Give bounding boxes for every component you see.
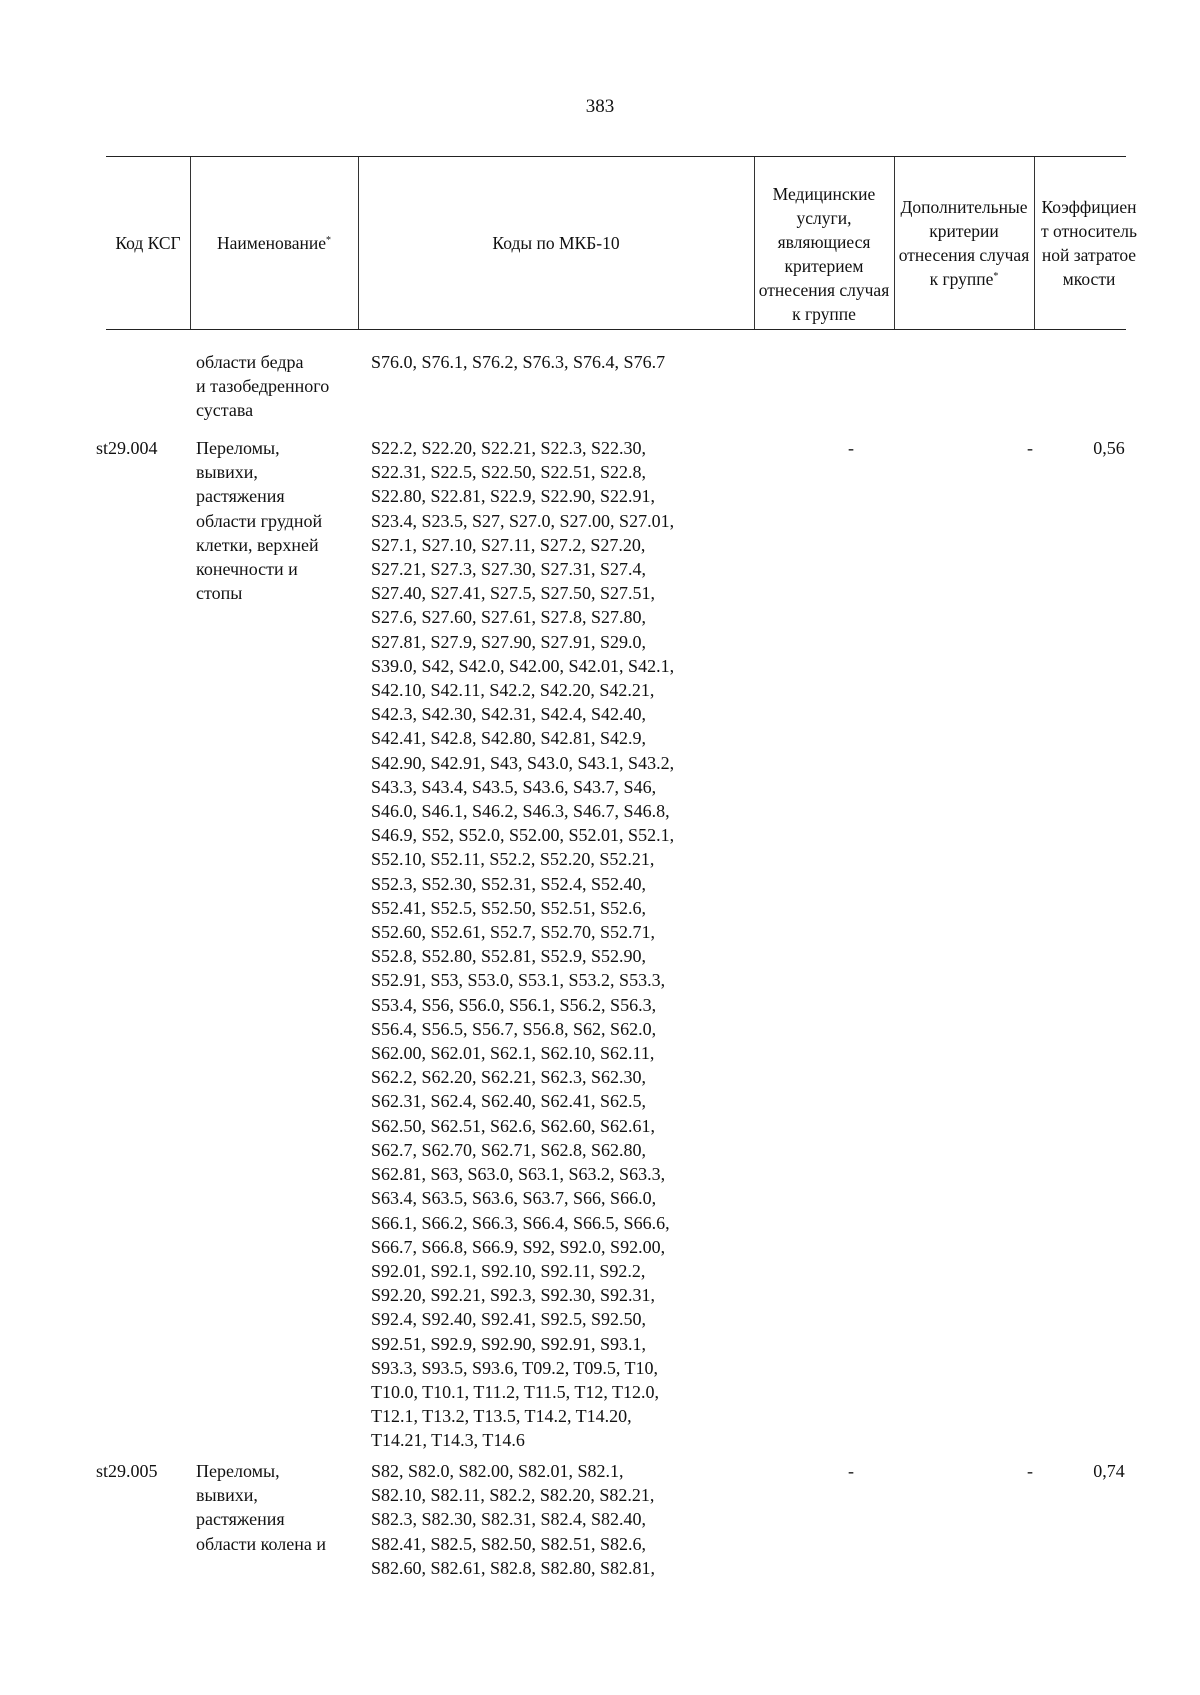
row-name: области бедра и тазобедренного сустава <box>196 352 330 421</box>
header-additional-footnote-mark: * <box>993 271 999 282</box>
header-name <box>190 157 358 329</box>
header-mkb-label: Коды по МКБ-10 <box>492 233 620 253</box>
table-row <box>96 1459 1126 1589</box>
row-additional-criteria: - <box>1027 438 1033 458</box>
row-mkb-codes: S76.0, S76.1, S76.2, S76.3, S76.4, S76.7 <box>371 352 666 372</box>
table-row <box>96 436 1126 1451</box>
header-coefficient-label: Коэффициент относительной затратоемкости <box>1040 197 1137 289</box>
table-header <box>106 156 1137 330</box>
header-med-services <box>754 157 894 329</box>
header-code <box>106 157 190 329</box>
row-coefficient: 0,56 <box>1093 438 1125 458</box>
row-code: st29.005 <box>96 1461 158 1481</box>
header-name-footnote-mark: * <box>326 235 332 246</box>
header-code-label: Код КСГ <box>115 233 181 253</box>
header-coefficient <box>1034 157 1144 329</box>
row-additional-criteria: - <box>1027 1461 1033 1481</box>
row-mkb-codes: S82, S82.0, S82.00, S82.01, S82.1, S82.10, S82.11, S82.2, S82.20, S82.21, S82.3, S82.30, S82.31, S82.4, S82.40, S82.41, S82.5, S82.50, S82.51, S82.6, S82.60, S82.61, S82.8, S82.80, S82.81, <box>371 1461 656 1578</box>
row-name: Переломы, вывихи, растяжения области колена и <box>196 1461 326 1554</box>
row-code: st29.004 <box>96 438 158 458</box>
row-med-services: - <box>848 438 854 458</box>
page-number: 383 <box>585 96 615 117</box>
row-coefficient: 0,74 <box>1093 1461 1125 1481</box>
header-med-services-label: Медицинские услуги, являющиеся критерием отнесения случая к группе <box>758 184 890 324</box>
header-name-label: Наименование <box>216 233 327 253</box>
row-med-services: - <box>848 1461 854 1481</box>
table-row <box>106 350 1126 430</box>
header-additional <box>894 157 1034 329</box>
row-mkb-codes: S22.2, S22.20, S22.21, S22.3, S22.30, S22.31, S22.5, S22.50, S22.51, S22.8, S22.80, S22.81, S22.9, S22.90, S22.91, S23.4, S23.5, S27, S27.0, S27.00, S27.01, S27.1, S27.10, S27.11, S27.2, S27.20, S27.21, S27.3, S27.30, S27.31, S27.4, S27.40, S27.41, S27.5, S27.50, S27.51, S27.6, S27.60, S27.61, S27.8, S27.80, S27.81, S27.9, S27.90, S27.91, S29.0, S39.0, S42, S42.0, S42.00, S42.01, S42.1, S42.10, S42.11, S42.2, S42.20, S42.21, S42.3, S42.30, S42.31, S42.4, S42.40, S42.41, S42.8, S42.80, S42.81, S42.9, S42.90, S42.91, S43, S43.0, S43.1, S43.2, S43.3, S43.4, S43.5, S43.6, S43.7, S46, S46.0, S46.1, S46.2, S46.3, S46.7, S46.8, S46.9, S52, S52.0, S52.00, S52.01, S52.1, S52.10, S52.11, S52.2, S52.20, S52.21, S52.3, S52.30, S52.31, S52.4, S52.40, S52.41, S52.5, S52.50, S52.51, S52.6, S52.60, S52.61, S52.7, S52.70, S52.71, S52.8, S52.80, S52.81, S52.9, S52.90, S52.91, S53, S53.0, S53.1, S53.2, S53.3, S53.4, S56, S56.0, S56.1, S56.2, S56.3, S56.4, S56.5, S56.7, S56.8, S62, S62.0, S62.00, S62.01, S62.1, S62.10, S62.11, S62.2, S62.20, S62.21, S62.3, S62.30, S62.31, S62.4, S62.40, S62.41, S62.5, S62.50, S62.51, S62.6, S62.60, S62.61, S62.7, S62.70, S62.71, S62.8, S62.80, S62.81, S63, S63.0, S63.1, S63.2, S63.3, S63.4, S63.5, S63.6, S63.7, S66, S66.0, S66.1, S66.2, S66.3, S66.4, S66.5, S66.6, S66.7, S66.8, S66.9, S92, S92.0, S92.00, S92.01, S92.1, S92.10, S92.11, S92.2, S92.20, S92.21, S92.3, S92.30, S92.31, S92.4, S92.40, S92.41, S92.5, S92.50, S92.51, S92.9, S92.90, S92.91, S93.1, S93.3, S93.5, S93.6, T09.2, T09.5, T10, T10.0, T10.1, T11.2, T11.5, T12, T12.0, T12.1, T13.2, T13.5, T14.2, T14.20, T14.21, T14.3, T14.6 <box>371 438 675 1451</box>
row-name: Переломы, вывихи, растяжения области грудной клетки, верхней конечности и стопы <box>196 438 323 604</box>
header-mkb <box>358 157 754 329</box>
header-additional-label: Дополнительные критерии отнесения случая к группе <box>898 197 1030 289</box>
ksg-table <box>96 156 1137 1578</box>
